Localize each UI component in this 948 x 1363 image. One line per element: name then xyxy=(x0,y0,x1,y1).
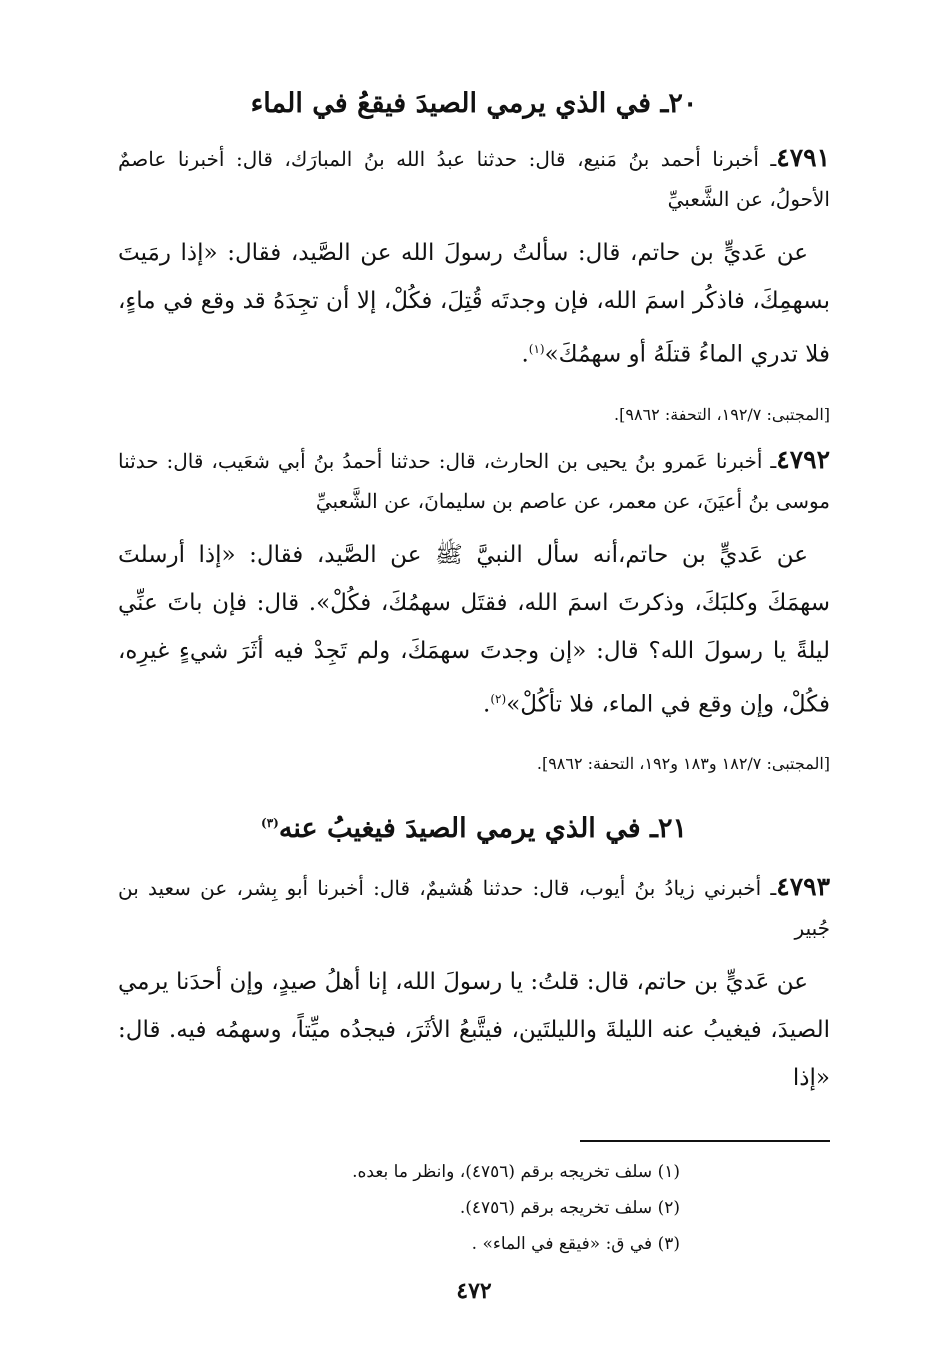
hadith-isnad xyxy=(118,867,830,948)
hadith-number: ٤٧٩٣ xyxy=(776,872,830,902)
hadith-reference: [المجتبى: ١٩٢/٧، التحفة: ٩٨٦٢]. xyxy=(614,404,830,424)
page-number: ٤٧٢ xyxy=(456,1278,492,1304)
isnad-text: ـ أخبرنا عَمرو بنُ يحيى بن الحارث، قال: حدثنا أحمدُ بنُ أبي شعَيب، قال: حدثنا موسى بنُ أعيَنَ، عن معمر، عن عاصم بن سليمانَ، عن الشَّعبيِّ xyxy=(118,448,830,513)
matn-text: عن عَديٍّ بن حاتم، قال: سألتُ رسولَ الله عن الصَّيد، فقال: «إذا رمَيتَ بسهمِكَ، فاذكُر اسمَ الله، فإن وجدتَه قُتِلَ، فكُلْ، إلا أن تجِدَهُ قد وقع في ماءٍ، فلا تدري الماءُ قتلَهُ أو سهمُكَ» xyxy=(118,240,830,368)
hadith-4791 xyxy=(118,138,830,428)
hadith-4793 xyxy=(118,867,830,1102)
footnote-marker: (٢) xyxy=(490,691,507,706)
chapter-21-title-text: ٢١ـ في الذي يرمي الصيدَ فيغيبُ عنه xyxy=(278,813,687,845)
footnotes xyxy=(118,1154,830,1262)
hadith-isnad xyxy=(118,440,830,521)
footnote-1: (١) سلف تخريجه برقم (٤٧٥٦)، وانظر ما بعده. xyxy=(352,1162,680,1183)
footnote-separator xyxy=(580,1140,830,1142)
hadith-4792 xyxy=(118,440,830,778)
hadith-matn: عن عَديٍّ بن حاتم،أنه سأل النبيَّ ﷺ عن الصَّيد، فقال: «إذا أرسلتَ سهمَكَ وكلبَكَ، وذكرتَ اسمَ الله، فقتَل سهمُكَ، فكُلْ». قال: فإن باتَ عنِّي ليلةً يا رسولَ الله؟ قال: «إن وجدتَ سهمَكَ، ولم تَجِدْ فيه أثَرَ شيءٍ غيرِه، فكُلْ، وإن وقع في الماء، فلا تأكُلْ»$^{(٢)}$. xyxy=(118,541,830,718)
isnad-text: ـ أخبرنا أحمد بنُ مَنيع، قال: حدثنا عبدُ الله بنُ المبارَك، قال: أخبرنا عاصمٌ الأحولُ، عن الشَّعبيِّ xyxy=(118,147,830,211)
footnote-2: (٢) سلف تخريجه برقم (٤٧٥٦). xyxy=(459,1198,680,1219)
hadith-matn: عن عَديٍّ بن حاتم، قال: سألتُ رسولَ الله عن الصَّيد، فقال: «إذا رمَيتَ بسهمِكَ، فاذكُر اسمَ الله، فإن وجدتَه قُتِلَ، فكُلْ، إلا أن تجِدَهُ قد وقع في ماءٍ، فلا تدري الماءُ قتلَهُ أو سهمُكَ»$^{(١)}$. xyxy=(118,240,830,368)
hadith-number: ٤٧٩٢ xyxy=(776,444,830,474)
footnote-marker: (٣) xyxy=(261,816,279,831)
chapter-20-title: ٢٠ـ في الذي يرمي الصيدَ فيقعُ في الماء xyxy=(250,88,698,119)
hadith-isnad xyxy=(118,138,830,219)
hadith-reference: [المجتبى: ١٨٢/٧ و١٨٣ و١٩٢، التحفة: ٩٨٦٢]. xyxy=(536,754,830,774)
footnote-3: (٣) في ق: «فيقع في الماء» . xyxy=(471,1234,680,1255)
hadith-number: ٤٧٩١ xyxy=(776,143,830,172)
matn-text: عن عَديٍّ بن حاتم،أنه سأل النبيَّ ﷺ عن الصَّيد، فقال: «إذا أرسلتَ سهمَكَ وكلبَكَ، وذكرتَ اسمَ الله، فقتَل سهمُكَ، فكُلْ». قال: فإن باتَ عنِّي ليلةً يا رسولَ الله؟ قال: «إن وجدتَ سهمَكَ، ولم تَجِدْ فيه أثَرَ شيءٍ غيرِه، فكُلْ، وإن وقع في الماء، فلا تأكُلْ» xyxy=(118,541,830,718)
chapter-21-title xyxy=(118,803,830,849)
hadith-matn: عن عَديٍّ بن حاتم، قال: قلتُ: يا رسولَ الله، إنا أهلُ صيدٍ، وإن أحدَنا يرمي الصيدَ، فيغيبُ عنه الليلةَ والليلتَين، فيتَّبعُ الأثَرَ، فيجدُه ميِّتاً، وسهمُه فيه. قال: «إذا xyxy=(118,969,830,1092)
isnad-text: ـ أخبرني زيادُ بنُ أيوب، قال: حدثنا هُشيمٌ، قال: أخبرنا أبو بِشر، عن سعيد بن جُبير xyxy=(118,876,830,941)
footnote-marker: (١) xyxy=(528,342,545,356)
